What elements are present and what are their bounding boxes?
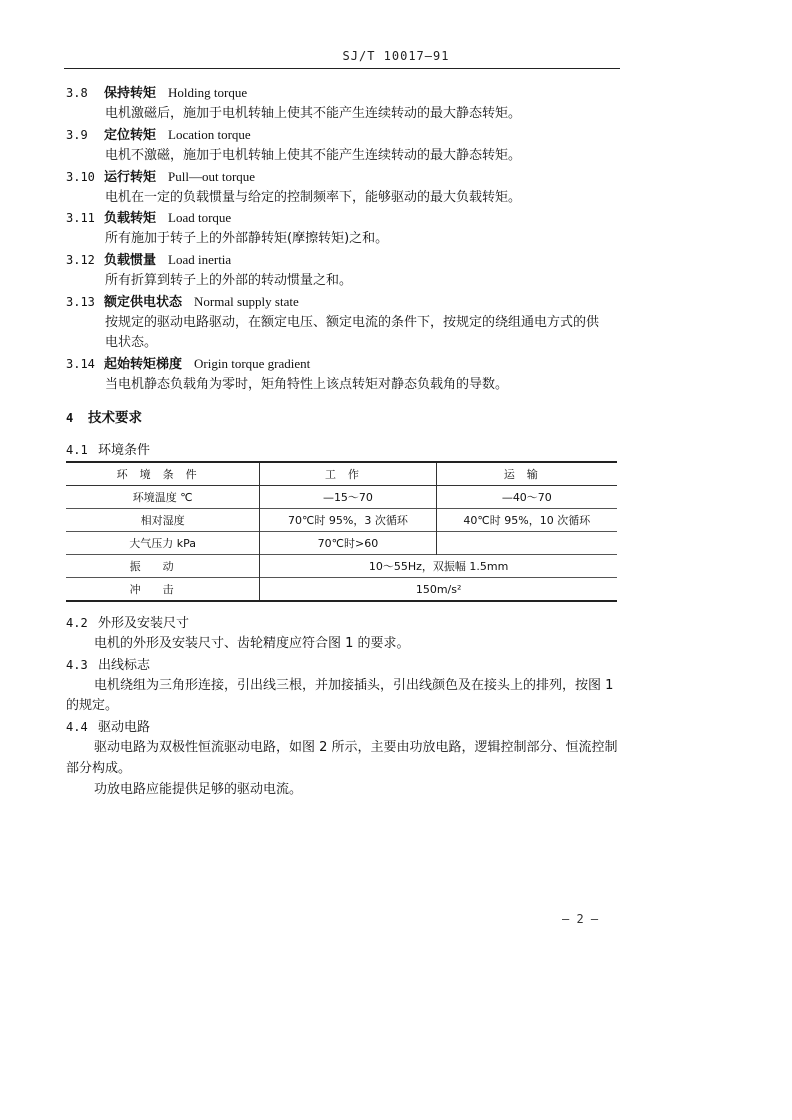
paragraph-line: 功放电路应能提供足够的驱动电流。 <box>94 782 303 797</box>
table-row <box>66 578 617 602</box>
table-cell: 大气压力 kPa <box>129 537 196 550</box>
table-header-cell: 环境条件 <box>116 468 209 481</box>
table-header-cell: 工作 <box>260 462 436 486</box>
term-heading: 3.8 保持转矩 Holding torque <box>66 85 248 101</box>
subsection-heading: 4.3 出线标志 <box>66 658 151 673</box>
term-description: 当电机静态负载角为零时，矩角特性上该点转矩对静态负载角的导数。 <box>105 377 509 392</box>
term-heading: 3.14 起始转矩梯度 Origin torque gradient <box>66 356 311 372</box>
term-description: 所有折算到转子上的外部的转动惯量之和。 <box>105 273 353 288</box>
paragraph-line: 电机的外形及安装尺寸、齿轮精度应符合图 1 的要求。 <box>94 636 410 651</box>
table-cell: 相对湿度 <box>140 514 185 527</box>
term-description: 电机不激磁，施加于电机转轴上使其不能产生连续转动的最大静态转矩。 <box>105 148 522 163</box>
table-cell: 振动 <box>129 560 196 573</box>
table-row <box>66 486 617 509</box>
table-cell: 40℃时 95%，10 次循环 <box>436 509 617 532</box>
paragraph-line: 驱动电路为双极性恒流驱动电路，如图 2 所示，主要由功放电路，逻辑控制部分、恒流控制 <box>94 740 618 755</box>
term-description: 所有施加于转子上的外部静转矩(摩擦转矩)之和。 <box>105 231 389 246</box>
term-description: 按规定的驱动电路驱动，在额定电压、额定电流的条件下，按规定的绕组通电方式的供 <box>105 315 600 330</box>
table-header-row <box>66 462 617 486</box>
table-cell: 冲击 <box>129 583 196 596</box>
term-heading: 3.13 额定供电状态 Normal supply state <box>66 294 299 310</box>
term-description: 电状态。 <box>105 335 158 350</box>
table-cell <box>436 532 617 555</box>
environment-table <box>66 461 617 602</box>
paragraph-line: 的规定。 <box>66 698 119 713</box>
subsection-heading: 4.1 环境条件 <box>66 443 151 458</box>
paragraph-line: 电机绕组为三角形连接，引出线三根，并加接插头，引出线颜色及在接头上的排列，按图 1 <box>94 678 614 693</box>
term-description: 电机激磁后，施加于电机转轴上使其不能产生连续转动的最大静态转矩。 <box>105 106 522 121</box>
subsection-heading: 4.4 驱动电路 <box>66 720 151 735</box>
table-cell: 环境温度 ℃ <box>132 491 193 504</box>
table-cell-merged: 10～55Hz，双振幅 1.5mm <box>260 555 617 578</box>
header-rule <box>64 68 620 69</box>
table-cell-merged: 150m/s² <box>260 578 617 602</box>
table-cell: —40～70 <box>436 486 617 509</box>
paragraph-line: 部分构成。 <box>66 761 132 776</box>
table-row <box>66 532 617 555</box>
term-heading: 3.11 负载转矩 Load torque <box>66 210 232 226</box>
term-heading: 3.10 运行转矩 Pull—out torque <box>66 169 256 185</box>
table-cell: 70℃时>60 <box>260 532 436 555</box>
table-cell: —15～70 <box>260 486 436 509</box>
document-code: SJ/T 10017—91 <box>342 49 450 63</box>
term-description: 电机在一定的负载惯量与给定的控制频率下，能够驱动的最大负载转矩。 <box>105 190 522 205</box>
table-cell: 70℃时 95%，3 次循环 <box>260 509 436 532</box>
page-number: — 2 — <box>562 912 599 926</box>
table-row <box>66 509 617 532</box>
subsection-heading: 4.2 外形及安装尺寸 <box>66 616 190 631</box>
section-heading: 4 技术要求 <box>66 410 142 426</box>
term-heading: 3.9 定位转矩 Location torque <box>66 127 251 143</box>
term-heading: 3.12 负载惯量 Load inertia <box>66 252 232 268</box>
table-row <box>66 555 617 578</box>
table-header-cell: 运输 <box>436 462 617 486</box>
